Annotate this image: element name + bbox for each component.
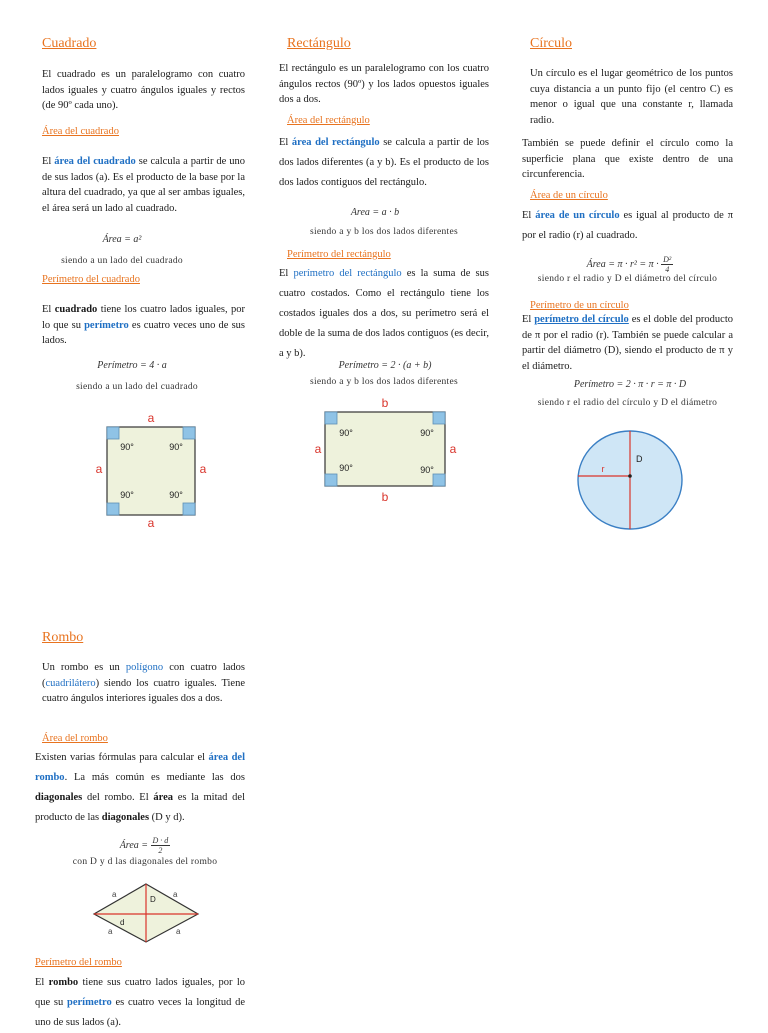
- cuadrado-title: Cuadrado: [42, 36, 97, 51]
- rhombus-side-tr: a: [173, 890, 178, 899]
- cuadrado-area-note: siendo a un lado del cuadrado: [61, 256, 183, 266]
- circulo-perimeter-formula: Perímetro = 2 · π · r = π · D: [573, 379, 687, 390]
- rect-angle-tr: 90°: [420, 428, 434, 438]
- rectangulo-title: Rectángulo: [287, 36, 351, 51]
- rhombus-big-diagonal-label: D: [150, 895, 156, 904]
- circle-diameter-label: D: [636, 454, 643, 464]
- cuadrado-perimeter-note: siendo a un lado del cuadrado: [76, 382, 198, 392]
- cuadrado-intro: El cuadrado es un paralelogramo con cuatro lados iguales y cuatro ángulos iguales y rectos (de 90º cada uno).: [42, 69, 245, 111]
- square-side-top: a: [147, 411, 155, 425]
- rectangulo-perimeter-formula: Perímetro = 2 · (a + b): [338, 360, 432, 371]
- rect-side-right: a: [449, 442, 457, 456]
- rhombus-figure: [88, 880, 204, 944]
- rectangulo-area-note: siendo a y b los dos lados diferentes: [309, 227, 459, 237]
- circle-figure: [572, 424, 688, 536]
- circulo-title: Círculo: [530, 36, 572, 51]
- square-figure: [90, 408, 210, 532]
- cuadrado-perimeter-text: El cuadrado tiene los cuatro lados iguales, por lo que su perímetro es cuatro veces uno de sus lados.: [42, 304, 245, 346]
- cuadrado-perimeter-formula: Perímetro = 4 · a: [97, 360, 167, 371]
- rombo-perimeter-term[interactable]: perímetro: [67, 997, 112, 1008]
- square-angle-br: 90°: [169, 490, 183, 500]
- rect-angle-tl: 90°: [339, 428, 353, 438]
- circulo-perimeter-note: siendo r el radio del círculo y D el diámetro: [537, 398, 718, 408]
- rect-angle-bl: 90°: [339, 463, 353, 473]
- cuadrado-area-formula: Área = a²: [102, 234, 142, 245]
- cuadrado-area-text: El área del cuadrado se calcula a partir de uno de sus lados (a). Es el producto de la base por la altura del cuadrado, ya que al ser ambas iguales, el área será un lado al cuadrado.: [42, 156, 245, 214]
- square-angle-tl: 90°: [120, 442, 134, 452]
- square-side-right: a: [199, 462, 207, 476]
- circulo-area-term[interactable]: área de un círculo: [535, 210, 620, 221]
- square-side-left: a: [95, 462, 103, 476]
- rect-side-top: b: [381, 396, 389, 410]
- cuadrado-area-heading: Área del cuadrado: [42, 126, 119, 137]
- circulo-area-formula: Área = π · r² = π · $\frac{\text{D²}}{4}$: [586, 255, 672, 274]
- rectangulo-perimeter-term[interactable]: perímetro del rectángulo: [293, 268, 402, 279]
- rombo-intro: Un rombo es un polígono con cuatro lados (cuadrilátero) siendo los cuatro iguales. Tiene cuatro ángulos interiores iguales dos a dos.: [42, 662, 246, 704]
- rectangulo-perimeter-note: siendo a y b los dos lados diferentes: [309, 377, 459, 387]
- cuadrado-perimeter-term[interactable]: perímetro: [84, 319, 129, 331]
- square-angle-bl: 90°: [120, 490, 134, 500]
- rhombus-side-br: a: [176, 927, 181, 936]
- circulo-perimeter-heading: Perímetro de un círculo: [530, 300, 629, 311]
- rombo-area-note: con D y d las diagonales del rombo: [72, 857, 218, 867]
- rectangle-figure: [310, 393, 460, 505]
- rect-angle-br: 90°: [420, 465, 434, 475]
- circulo-area-note: siendo r el radio y D el diámetro del círculo: [537, 274, 718, 284]
- rombo-perimeter-text: El rombo tiene sus cuatro lados iguales, por lo que su perímetro es cuatro veces la longitud de uno de sus lados (a).: [35, 977, 245, 1028]
- rectangulo-area-formula: Area = a · b: [350, 207, 400, 218]
- rombo-area-text: Existen varias fórmulas para calcular el área del rombo. La más común es mediante las dos diagonales del rombo. El área es la mitad del producto de las diagonales (D y d).: [35, 752, 245, 823]
- circulo-area-heading: Área de un círculo: [530, 190, 608, 201]
- circle-radius-label: r: [601, 464, 605, 474]
- circulo-area-text: El área de un círculo es igual al producto de π por el radio (r) al cuadrado.: [522, 210, 733, 241]
- rect-side-left: a: [314, 442, 322, 456]
- circulo-intro: Un círculo es el lugar geométrico de los puntos cuya distancia a un punto fijo (el centro C) es menor o igual que una constante r, llamada radio.: [530, 68, 733, 126]
- rombo-title: Rombo: [42, 630, 84, 645]
- circulo-perimeter-text: El perímetro del círculo es el doble del producto de π por el radio (r). También se puede calcular a partir del diámetro (D), siendo el producto de π y el diámetro.: [522, 314, 733, 372]
- rombo-link-poligono[interactable]: polígono: [125, 662, 164, 673]
- rombo-area-heading: Área del rombo: [42, 733, 108, 744]
- cuadrado-perimeter-heading: Perímetro del cuadrado: [42, 274, 140, 285]
- rombo-area-term[interactable]: área del rombo: [35, 752, 245, 783]
- rhombus-side-tl: a: [112, 890, 117, 899]
- rectangulo-perimeter-text: El perímetro del rectángulo es la suma de sus cuatro costados. Como el rectángulo tiene los costados iguales dos a dos, su perímetro será el doble de la suma de dos lados contiguos (es decir, a y b).: [279, 268, 489, 359]
- rectangulo-perimeter-heading: Perímetro del rectángulo: [287, 249, 391, 260]
- rectangulo-area-text: El área del rectángulo se calcula a partir de los dos lados diferentes (a y b). Es el producto de los dos lados contiguos del rectángulo.: [279, 137, 489, 188]
- cuadrado-area-term[interactable]: área del cuadrado: [54, 156, 136, 167]
- rectangulo-intro: El rectángulo es un paralelogramo con los cuatro ángulos rectos (90º) y los lados opuestos iguales dos a dos.: [279, 63, 489, 105]
- square-angle-tr: 90°: [169, 442, 183, 452]
- rectangulo-area-term[interactable]: área del rectángulo: [291, 137, 380, 148]
- square-side-bottom: a: [147, 516, 155, 530]
- rombo-link-cuadrilatero[interactable]: cuadrilátero: [45, 677, 96, 689]
- rombo-perimeter-heading: Perímetro del rombo: [35, 957, 122, 968]
- rectangulo-area-heading: Área del rectángulo: [287, 115, 370, 126]
- rhombus-side-bl: a: [108, 927, 113, 936]
- circulo-perimeter-term[interactable]: perímetro del círculo: [534, 314, 629, 325]
- rombo-area-formula: Área = $\frac{D \cdot d}{2}$: [119, 836, 169, 855]
- rect-side-bottom: b: [381, 490, 389, 504]
- circulo-intro2: También se puede definir el círculo como la superficie plana que existe dentro de una circunferencia.: [522, 138, 733, 180]
- rhombus-small-diagonal-label: d: [120, 918, 125, 927]
